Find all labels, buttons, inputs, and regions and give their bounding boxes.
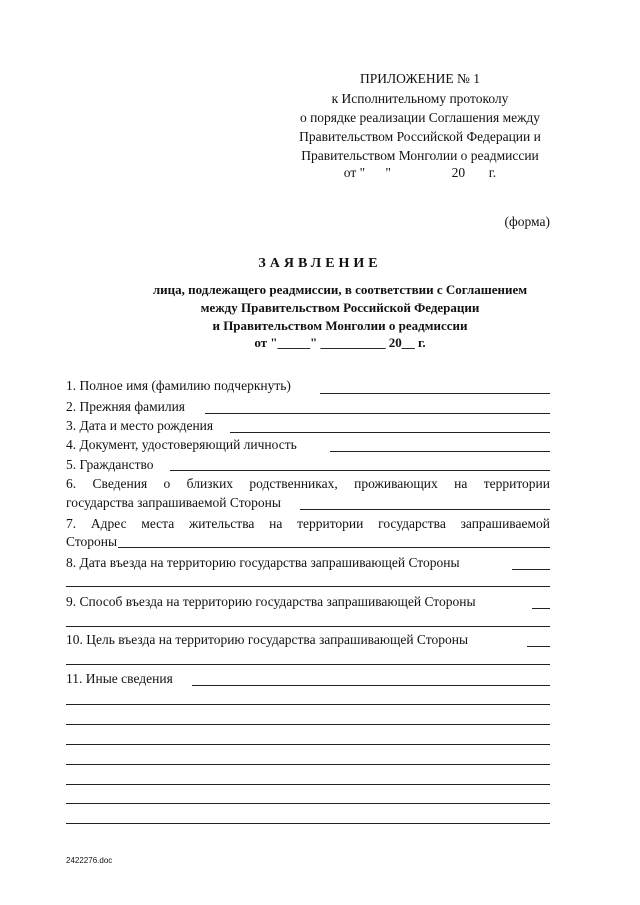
annex-line: о порядке реализации Соглашения между [299, 110, 541, 125]
field-entry-method-line[interactable] [532, 608, 550, 609]
field-citizenship-label: 5. Гражданство [66, 457, 154, 472]
field-previous-surname-label: 2. Прежняя фамилия [66, 399, 186, 414]
field-relatives-label: 6. Сведения о близких родственниках, проживающих на территории [66, 476, 550, 491]
subtitle-line: между Правительством Российской Федерации [200, 300, 480, 315]
field-id-document-label: 4. Документ, удостоверяющий личность [66, 437, 297, 452]
document-title: ЗАЯВЛЕНИЕ [258, 256, 382, 271]
form-note: (форма) [504, 214, 550, 229]
field-address-label-cont: Стороны [66, 534, 118, 549]
field-address-line[interactable] [118, 547, 550, 548]
field-other-info-line[interactable] [66, 823, 550, 824]
annex-line: Правительством Российской Федерации и [299, 129, 541, 144]
file-name: 2422276.doc [66, 856, 113, 865]
field-entry-date-line-2[interactable] [66, 586, 550, 587]
field-relatives-label-cont: государства запрашиваемой Стороны [66, 495, 281, 510]
annex-line: Правительством Монголии о реадмиссии [301, 148, 539, 163]
field-other-info-line[interactable] [66, 724, 550, 725]
field-entry-method-line-2[interactable] [66, 626, 550, 627]
field-other-info-line[interactable] [66, 704, 550, 705]
field-birth-label: 3. Дата и место рождения [66, 418, 214, 433]
field-entry-date-line[interactable] [512, 569, 550, 570]
annex-title: ПРИЛОЖЕНИЕ № 1 [359, 71, 481, 86]
field-address-label: 7. Адрес места жительства на территории государства запрашиваемой [66, 516, 550, 531]
field-other-info-line[interactable] [66, 744, 550, 745]
field-full-name-line[interactable] [320, 393, 550, 394]
field-other-info-line[interactable] [66, 784, 550, 785]
annex-date: от " " 20 г. [343, 165, 497, 180]
field-id-document-line[interactable] [330, 451, 550, 452]
field-other-info-line[interactable] [66, 803, 550, 804]
field-previous-surname-line[interactable] [205, 413, 550, 414]
field-entry-method-label: 9. Способ въезда на территорию государства запрашивающей Стороны [66, 594, 476, 609]
field-entry-purpose-line-2[interactable] [66, 664, 550, 665]
field-birth-line[interactable] [230, 432, 550, 433]
subtitle-line: лица, подлежащего реадмиссии, в соответствии с Соглашением [152, 282, 528, 297]
field-entry-date-label: 8. Дата въезда на территорию государства запрашивающей Стороны [66, 555, 460, 570]
subtitle-date: от "_____" __________ 20__ г. [254, 335, 426, 350]
field-citizenship-line[interactable] [170, 470, 550, 471]
field-entry-purpose-label: 10. Цель въезда на территорию государства запрашивающей Стороны [66, 632, 469, 647]
annex-line: к Исполнительному протоколу [331, 91, 509, 106]
subtitle-line: и Правительством Монголии о реадмиссии [212, 318, 468, 333]
field-entry-purpose-line[interactable] [527, 646, 550, 647]
field-other-info-line[interactable] [66, 764, 550, 765]
field-relatives-line[interactable] [300, 509, 550, 510]
field-full-name-label: 1. Полное имя (фамилию подчеркнуть) [66, 378, 291, 393]
field-other-info-label: 11. Иные сведения [66, 671, 173, 686]
field-other-info-line[interactable] [192, 685, 550, 686]
